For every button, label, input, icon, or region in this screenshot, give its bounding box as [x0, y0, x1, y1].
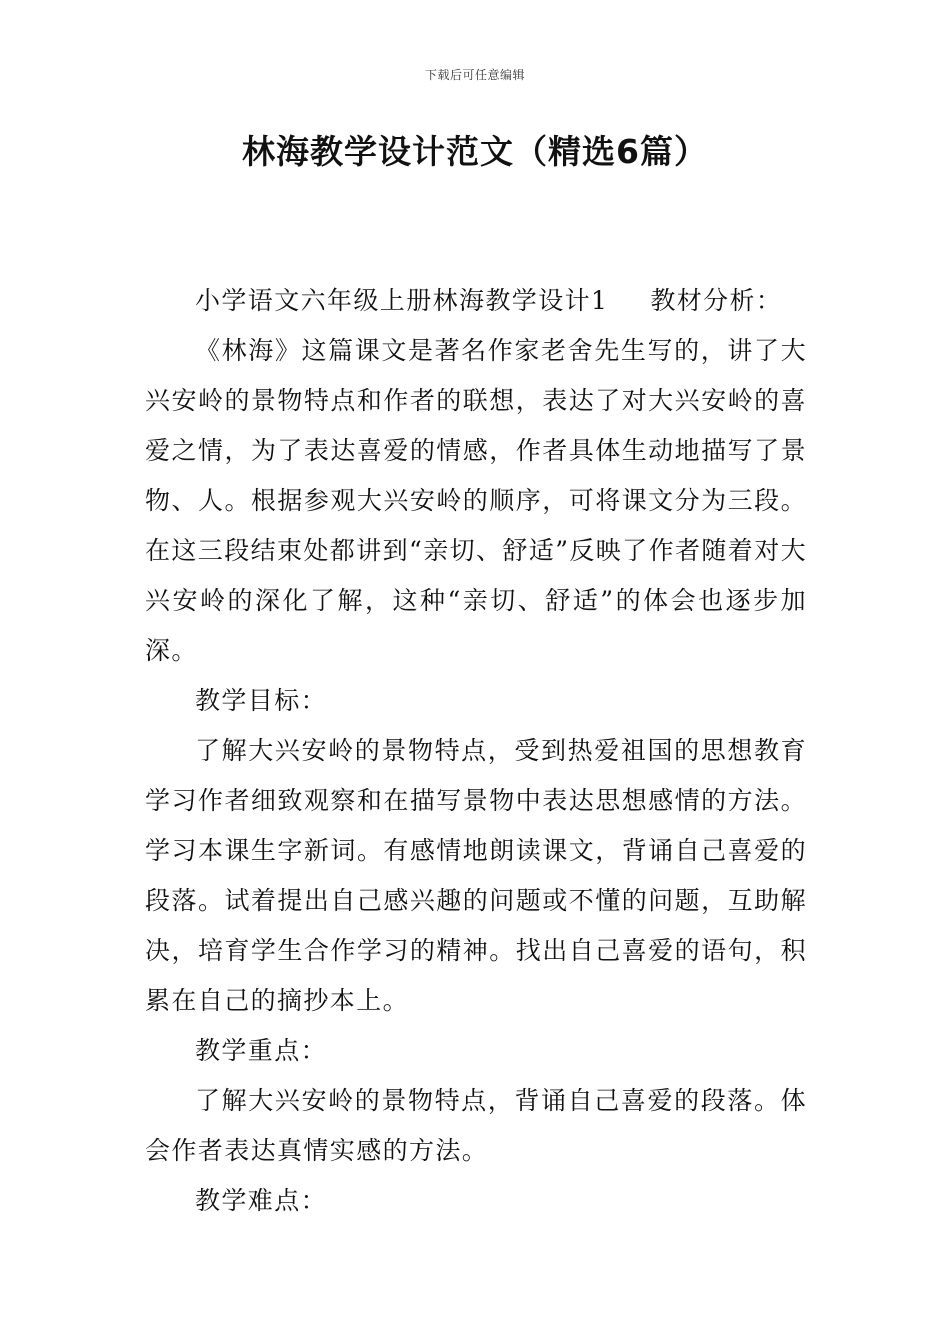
intro-line — [145, 276, 807, 326]
header-note: 下载后可任意编辑 — [424, 68, 525, 82]
document-title: 林海教学设计范文（精选6篇） — [242, 132, 708, 171]
section-label-key-points: 教学重点： — [195, 1036, 328, 1065]
paragraph-goals: 了解大兴安岭的景物特点，受到热爱祖国的思想教育学习作者细致观察和在描写景物中表达思想感情的方法。学习本课生字新词。有感情地朗读课文，背诵自己喜爱的段落。试着提出自己感兴趣的问题或不懂的问题，互助解决，培育学生合作学习的精神。找出自己喜爱的语句，积累在自己的摘抄本上。 — [145, 736, 807, 1015]
section-label-analysis: 教材分析： — [650, 286, 783, 315]
paragraph-analysis: 《林海》这篇课文是著名作家老舍先生写的，讲了大兴安岭的景物特点和作者的联想，表达了对大兴安岭的喜爱之情，为了表达喜爱的情感，作者具体生动地描写了景物、人。根据参观大兴安岭的顺序，可将课文分为三段。在这三段结束处都讲到“亲切、舒适”反映了作者随着对大兴安岭的深化了解，这种“亲切、舒适”的体会也逐步加深。 — [145, 336, 807, 665]
section-label-goals: 教学目标： — [195, 686, 328, 715]
section-label-difficulties: 教学难点： — [195, 1186, 328, 1215]
document-body — [145, 276, 807, 1226]
lesson-heading: 小学语文六年级上册林海教学设计1 — [195, 286, 609, 315]
paragraph-key-points: 了解大兴安岭的景物特点，背诵自己喜爱的段落。体会作者表达真情实感的方法。 — [145, 1086, 807, 1165]
